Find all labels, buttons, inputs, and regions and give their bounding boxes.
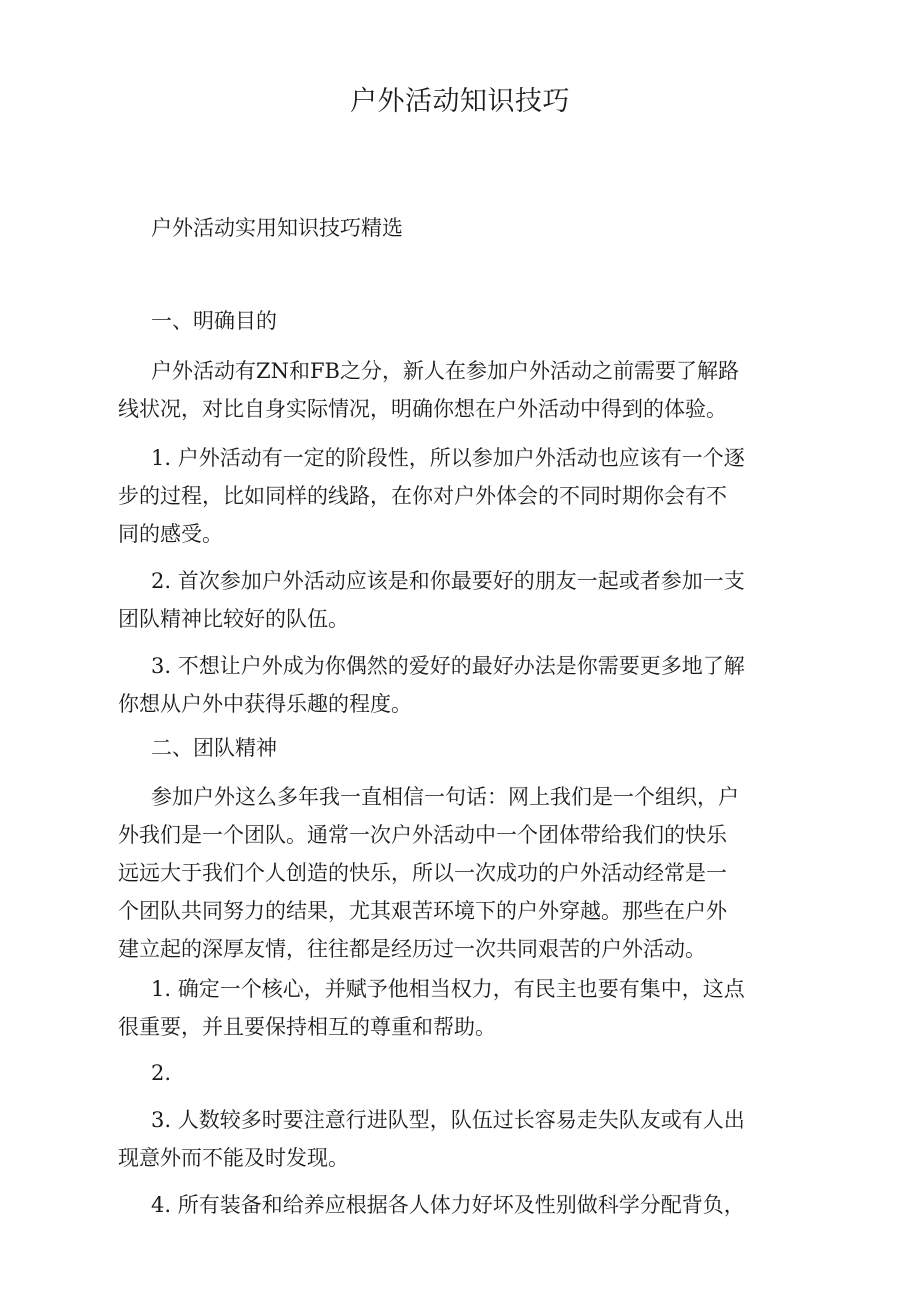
paragraph-line: 现意外而不能及时发现。 bbox=[118, 1146, 349, 1170]
paragraph-line: 2. 首次参加户外活动应该是和你最要好的朋友一起或者参加一支 bbox=[151, 569, 745, 593]
paragraph-2-2 bbox=[118, 970, 808, 1046]
paragraph-line: 3. 不想让户外成为你偶然的爱好的最好办法是你需要更多地了解 bbox=[151, 654, 745, 678]
paragraph-2-4 bbox=[118, 1101, 808, 1177]
document-subtitle bbox=[118, 209, 808, 247]
paragraph-line: 同的感受。 bbox=[118, 522, 223, 546]
paragraph-2-3 bbox=[118, 1054, 808, 1092]
section-heading-1 bbox=[118, 302, 808, 340]
section-heading-text: 一、明确目的 bbox=[151, 309, 277, 333]
paragraph-line: 参加户外这么多年我一直相信一句话：网上我们是一个组织，户 bbox=[151, 785, 739, 809]
paragraph-line: 团队精神比较好的队伍。 bbox=[118, 607, 349, 631]
paragraph-1-3 bbox=[118, 562, 808, 638]
paragraph-1-2 bbox=[118, 439, 808, 553]
paragraph-line: 很重要，并且要保持相互的尊重和帮助。 bbox=[118, 1015, 496, 1039]
subtitle-line: 户外活动实用知识技巧精选 bbox=[151, 216, 403, 240]
paragraph-2-1 bbox=[118, 778, 808, 968]
section-heading-text: 二、团队精神 bbox=[151, 736, 277, 760]
section-heading-2 bbox=[118, 729, 808, 767]
paragraph-line: 线状况，对比自身实际情况，明确你想在户外活动中得到的体验。 bbox=[118, 397, 727, 421]
paragraph-line: 外我们是一个团队。通常一次户外活动中一个团体带给我们的快乐 bbox=[118, 823, 727, 847]
paragraph-line: 远远大于我们个人创造的快乐，所以一次成功的户外活动经常是一 bbox=[118, 861, 727, 885]
paragraph-line: 步的过程，比如同样的线路，在你对户外体会的不同时期你会有不 bbox=[118, 484, 727, 508]
paragraph-1-1 bbox=[118, 352, 808, 428]
paragraph-line: 1. 户外活动有一定的阶段性，所以参加户外活动也应该有一个逐 bbox=[151, 446, 745, 470]
paragraph-line: 3. 人数较多时要注意行进队型，队伍过长容易走失队友或有人出 bbox=[151, 1108, 745, 1132]
paragraph-line: 2. bbox=[151, 1061, 172, 1085]
paragraph-line: 个团队共同努力的结果，尤其艰苦环境下的户外穿越。那些在户外 bbox=[118, 899, 727, 923]
paragraph-line: 你想从户外中获得乐趣的程度。 bbox=[118, 692, 412, 716]
paragraph-line: 4. 所有装备和给养应根据各人体力好坏及性别做科学分配背负， bbox=[151, 1193, 745, 1217]
paragraph-line: 建立起的深厚友情，往往都是经历过一次共同艰苦的户外活动。 bbox=[118, 937, 706, 961]
paragraph-line: 户外活动有ZN和FB之分，新人在参加户外活动之前需要了解路 bbox=[151, 359, 739, 383]
document-title: 户外活动知识技巧 bbox=[350, 86, 570, 117]
paragraph-line: 1. 确定一个核心，并赋予他相当权力，有民主也要有集中，这点 bbox=[151, 977, 745, 1001]
paragraph-2-5 bbox=[118, 1186, 808, 1224]
paragraph-1-4 bbox=[118, 647, 808, 723]
